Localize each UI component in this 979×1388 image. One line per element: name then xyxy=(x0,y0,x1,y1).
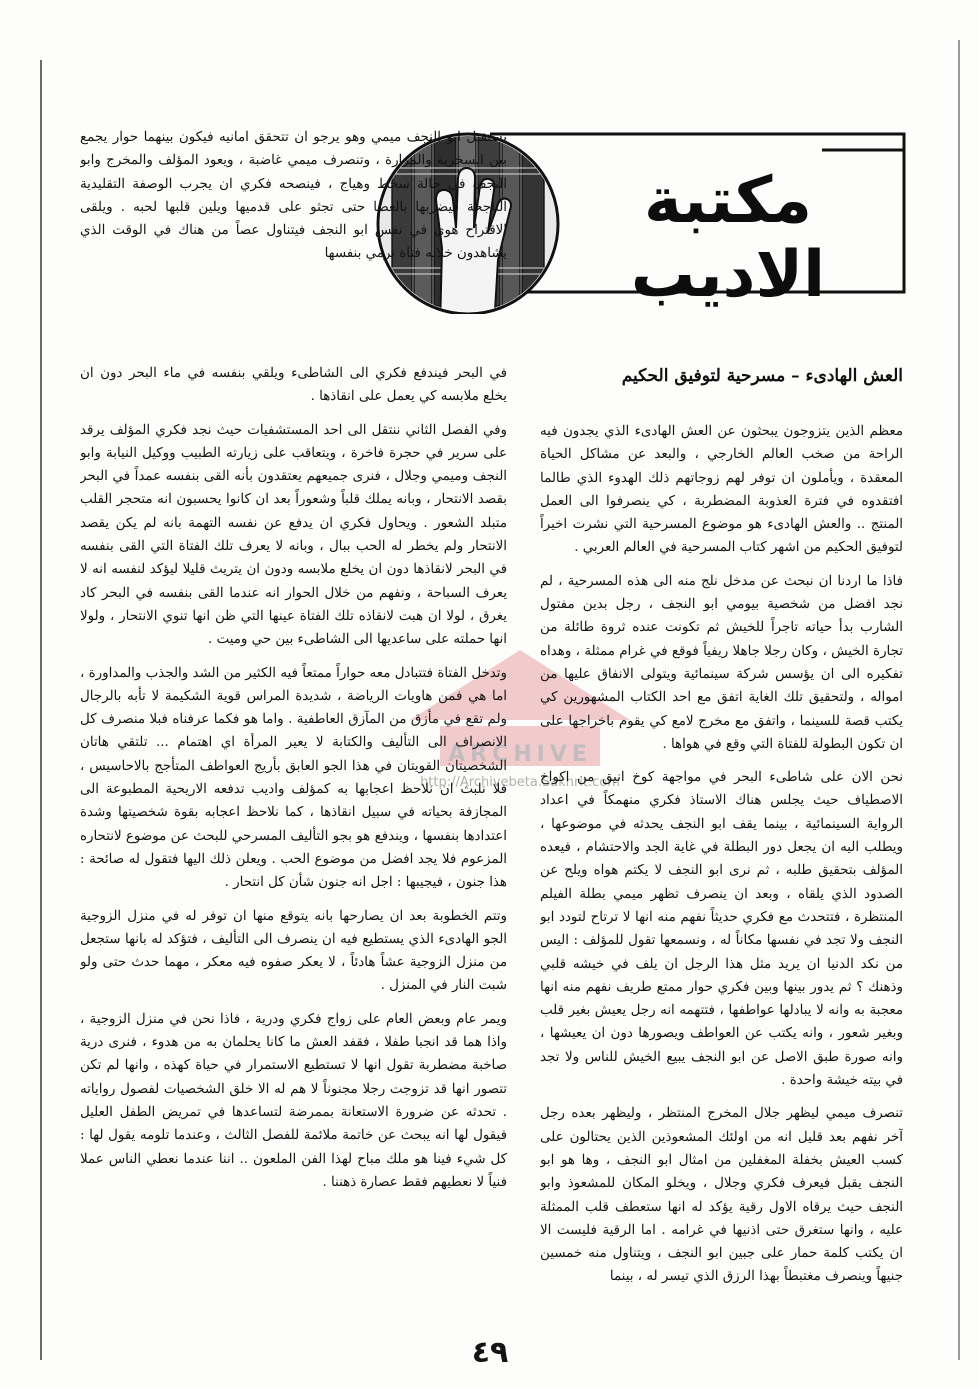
watermark-brand: ARCHIVE xyxy=(448,742,592,767)
right-column xyxy=(540,420,903,1380)
watermark-url: http://Archivebeta.Sakhrit.com xyxy=(420,775,620,790)
page-number: ٤٩ xyxy=(471,1335,509,1370)
paragraph: وفي الفصل الثاني ننتقل الى احد المستشفيات حيث نجد فكري المؤلف يرقد على سرير في حجرة فاخرة ، ويتعاقب على زيارته الطبيب ووكيل النيابة وابو النجف وميمي وجلال ، فنرى جميعهم يعتقدون بأنه القى بنفسه عمداً في البحر بقصد الانتحار ، وبانه يملك قلباً وشعوراً بعد ان كانوا يحسبون انه متحجر القلب متبلد الشعور . ويحاول فكري ان يدفع عن نفسه التهمة بانه لم يكن يقصد الانتحار ولم يخطر له الحب ببال ، وبانه لا يعرف تلك الفتاة التي القى بنفسه في البحر لانقاذها دون ان يخلع ملابسه ودون ان يتريث قليلا ليؤكد لنفسه انه لا يعرف السباحة ، ونفهم من خلال الحوار انه عندما القى بنفسه في البحر كاد يغرق ، لولا ان هبت لانقاذه تلك الفتاة عينها التي ظن انها تنوي الانتحار ، ولولا انها حملته على ساعديها الى الشاطىء بين حي وميت . xyxy=(80,422,507,648)
paragraph: وتتم الخطوبة بعد ان يصارحها بانه يتوقع منها ان توفر له في منزل الزوجية الجو الهادىء الذي يستطيع فيه ان ينصرف الى التأليف ، فتؤكد له بانها ستجعل من منزل الزوجية عشاً هادئاً ، لا يعكر صفوه فيه معكر ، مهما حدث حتى ولو شبت النار في المنزل . xyxy=(80,908,507,994)
article-title: العش الهادىء – مسرحية لتوفيق الحكيم xyxy=(621,366,903,386)
left-column xyxy=(80,362,507,1362)
page-border-left xyxy=(40,60,42,1360)
paragraph: يستقبل ابو النجف ميمي وهو يرجو ان تتحقق امانيه فيكون بينهما حوار يجمع بين السخرية والمرارة ، وتنصرف ميمي غاضبة ، ويعود المؤلف والمخرج وابو النجف في حالة سخط وهياج ، فينصحه فكري ان يجرب الوصفة التقليدية الناجحة فيضربها بالعصا حتى تجثو على قدميها ويلين قلبها لحبه . ويلقى الاقتراح هوى في نفس ابو النجف فيتناول عصاً من هناك في الوقت الذي يشاهدون خلاله فتاة ترمي بنفسها xyxy=(80,130,507,262)
paragraph: معظم الذين يتزوجون يبحثون عن العش الهادىء الذي يجدون فيه الراحة من صخب العالم الخارجي ، والبعد عن مشاكل الحياة المعقدة ، ويأملون ان توفر لهم زوجاتهم ذلك الهدوء الذي طالما افتقدوه في فترة العذوبة المضطربة ، كي ينصرفوا الى العمل المنتج .. والعش الهادىء هو موضوع المسرحية التي نشرت اخيراً لتوفيق الحكيم من اشهر كتاب المسرحية في العالم العربي . xyxy=(540,424,903,556)
paragraph: فاذا ما اردنا ان نبحث عن مدخل نلج منه الى هذه المسرحية ، لم نجد افضل من شخصية بيومي ابو النجف ، رجل بدين مفتول الشارب بدأ حياته تاجراً للخيش ثم تكونت عنده ثروة طائلة من تجارة الخيش ، وكان رجلا جاهلا ريفياً فوقع في غرام ممثلة ، وهداه تفكيره الى ان يؤسس شركة سينمائية ويتولى الانفاق عليها من امواله ، ولتحقيق تلك الغاية اتفق مع احد الكتاب المشهورين كي يكتب قصة للسينما ، واتفق مع مخرج لامع كي يقوم باخراجها على ان تكون البطولة للفتاة التي وقع في هواها . xyxy=(540,573,903,752)
paragraph: نحن الان على شاطىء البحر في مواجهة كوخ انيق من اكواخ الاصطياف حيث يجلس هناك الاستاذ فكري منهمكاً في اعداد الرواية السينمائية ، بينما يقف ابو النجف يحدثه في موضوعها ، ويطلب اليه ان يجعل دور البطلة في غاية الجد والاحتشام ، فيعده المؤلف بتحقيق طلبه ، ثم نرى ابو النجف لا يكتم هواه ويلح عن الصدود الذي يلقاه ، وبعد ان ينصرف تظهر ميمي بطلة الفيلم المنتظرة ، فتتحدث مع فكري حديثاً نفهم منه انها لا ترتاح لتودد ابو النجف ولا تجد في نفسها مكاناً له ، ونسمعها تقول للمؤلف : اليس من نكد الدنيا ان يريد مثل هذا الرجل ان يلف في خيشه قلبي وذهنك ؟ ثم يدور بينها وبين فكري حوار ممتع طريف نفهم منه انها معجبة به وانه لا يبادلها عواطفها ، فتتهمه انه رجل يعيش بغير قلب وبغير شعور ، وانه يكتب عن العواطف ويصورها دون ان يعيشها ، وانه صورة طبق الاصل عن ابو النجف يبيع الخيش للناس ولا تجد في بيته خيشة واحدة . xyxy=(540,770,903,1089)
paragraph: ويمر عام وبعض العام على زواج فكري ودرية ، فاذا نحن في منزل الزوجية ، واذا هما قد انجبا طفلا ، فقفد العش ما كانا يحلمان به من هدوء ، فنرى درية صاخبة مضطربة تقول انها لا تستطيع الاستمرار في حياة كهذه ، وانها لم تكن تتصور انها قد تزوجت رجلا مجنوناً لا هم له الا خلق الشخصيات لفصول رواياته . تحدثه عن ضرورة الاستعانة بممرضة لتساعدها في تمريض الطفل العليل فيقول لها انه يبحث عن خاتمة ملائمة للفصل الثالث ، وعندما تلومه يقول لها : كل شيء فينا هو ملك مباح لهذا الفن الملعون .. اننا عندما نعطي الناس عملا فنياً لا نعطيهم فقط عصارة ذهننا . xyxy=(80,1011,507,1190)
paragraph: تنصرف ميمي ليظهر جلال المخرج المنتظر ، وليظهر بعده رجل آخر نفهم بعد قليل انه من اولئك المشعوذين الذين يحتالون على كسب العيش بخفلة المغفلين من امثال ابو النجف ، وها هو ابو النجف يقبل فيعرف فكري وجلال ، ويخلو المكان للمشعوذ وابو النجف حيث يرقاه الاول رقية يؤكد له انها ستعطف قلب الممثلة عليه ، وانها ستغرق حتى اذنيها في غرامه . اما الرقية فليست الا ان يكتب كلمة حمار على جبين ابو النجف ، ويتناول منه خمسين جنيهاً وينصرف مغتبطاً بهذا الرزق الذي تيسر له ، بينما xyxy=(540,1106,903,1285)
page-border-right xyxy=(958,40,960,1360)
paragraph: وتدخل الفتاة فتتبادل معه حواراً ممتعاً فيه الكثير من الشد والجذب والمداورة ، اما هي فمن هاويات الرياضة ، شديدة المراس قوية الشكيمة لا تأبه بالرجال ولم تقع في مأزق من المآزق العاطفية . واما هو فكما عرفناه فبلا منصرف كل الانصراف الى التأليف والكتابة لا يعير المرأة اي اهتمام ... تلتقي هاتان الشخصيتان القويتان في هذا الجو العابق بأريج العواطف المتأجج بالاحاسيس ، فلا نلبث ان نلاحظ اعجابها به كمؤلف واديب تدفعه الاريحية المطبوعة الى المجازفة بحياته في سبيل انقاذها ، كما نلاحظ اعجابه بقوة شخصيتها وشدة اعتدادها بنفسها ، ويندفع هو بجو التأليف المسرحي للبحث عن موضوع لانتحاره المزعوم فلا يجد افضل من موضوع الحب . ويعلن ذلك اليها فتقول له صائحة : هذا جنون ، فيجيبها : اجل انه جنون شأن كل انتحار . xyxy=(80,665,507,891)
section-title: مكتبة الاديب xyxy=(630,164,826,312)
paragraph: في البحر فيندفع فكري الى الشاطىء ويلقي بنفسه في ماء البحر دون ان يخلع ملابسه كي يعمل على انقاذها . xyxy=(80,366,507,405)
left-column-top xyxy=(80,126,507,364)
